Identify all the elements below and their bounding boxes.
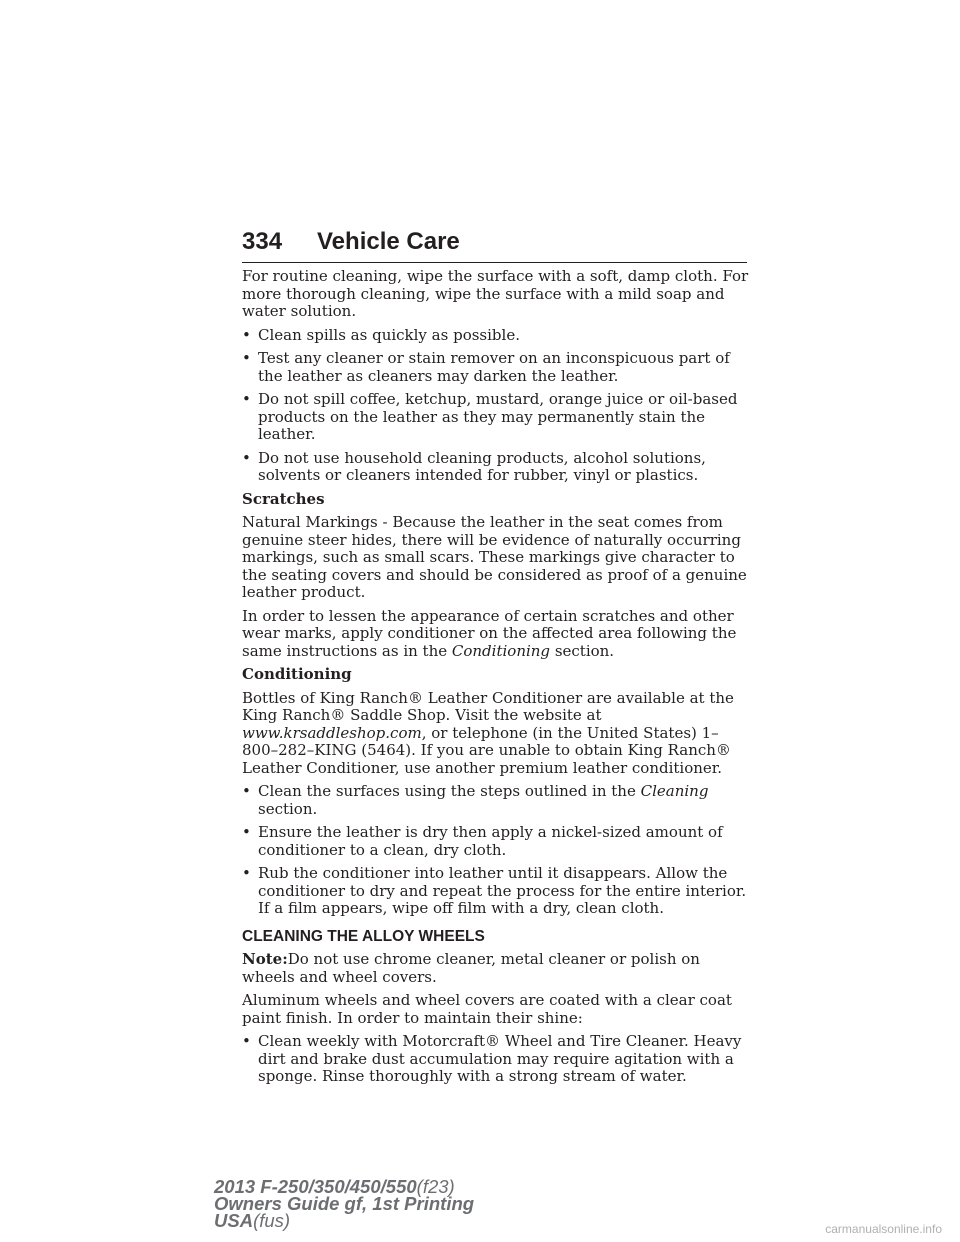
- list-item: • Do not use household cleaning products, alcohol solutions, solvents or cleaners intended for rubber, vinyl or plastics.: [242, 448, 706, 484]
- page-content: [242, 268, 750, 1092]
- list-item: • Rub the conditioner into leather until it disappears. Allow the conditioner to dry and repeat the process for the entire interior. If a film appears, wipe off film with a dry, clean cloth.: [242, 864, 747, 917]
- bullet-icon: •: [242, 390, 251, 408]
- note-label: Note:: [242, 950, 288, 968]
- cleaning-bullet-list: [242, 327, 750, 485]
- scratches-paragraph-2: In order to lessen the appearance of certain scratches and other wear marks, apply conditioner on the affected area following the same instructions as in the Conditioning section.: [242, 606, 737, 660]
- list-item: • Do not spill coffee, ketchup, mustard, orange juice or oil-based products on the leather as they may permanently stain the leather.: [242, 390, 738, 443]
- conditioning-reference: Conditioning: [451, 641, 551, 660]
- alloy-bullet-list: [242, 1033, 750, 1086]
- conditioning-paragraph: Bottles of King Ranch® Leather Conditioner are available at the King Ranch® Saddle Shop. Visit the website at www.krsaddleshop.com, or telephone (in the United States) 1–800–282–KING (5464). If you are unable to obtain King Ranch® Leather Conditioner, use another premium leather conditioner.: [242, 688, 734, 777]
- list-item: • Clean the surfaces using the steps outlined in the Cleaning section.: [242, 782, 709, 818]
- bullet-icon: •: [242, 349, 251, 367]
- watermark: carmanualsonline.info: [825, 1222, 942, 1236]
- note-paragraph: Note:Do not use chrome cleaner, metal cleaner or polish on wheels and wheel covers.: [242, 950, 700, 986]
- bullet-icon: •: [242, 864, 251, 882]
- scratches-paragraph-1: Natural Markings - Because the leather in the seat comes from genuine steer hides, there will be evidence of naturally occurring markings, such as small scars. These markings give character to the seating covers and should be considered as proof of a genuine leather product.: [242, 513, 747, 601]
- bullet-icon: •: [242, 448, 251, 467]
- bullet-icon: •: [242, 823, 251, 841]
- section-title: Vehicle Care: [317, 228, 460, 255]
- bullet-icon: •: [242, 325, 251, 344]
- bullet-icon: •: [242, 782, 251, 800]
- footer-line-2: Owners Guide gf, 1st Printing: [214, 1193, 475, 1214]
- intro-paragraph: For routine cleaning, wipe the surface with a soft, damp cloth. For more thorough cleaning, wipe the surface with a mild soap and water solution.: [242, 267, 749, 320]
- list-item: • Ensure the leather is dry then apply a nickel-sized amount of conditioner to a clean, dry cloth.: [242, 823, 723, 859]
- conditioning-bullet-list: [242, 783, 750, 918]
- conditioning-heading: Conditioning: [242, 665, 352, 683]
- list-item: • Test any cleaner or stain remover on an inconspicuous part of the leather as cleaners may darken the leather.: [242, 349, 730, 385]
- footer-line-3: USA(fus): [214, 1210, 291, 1231]
- bullet-icon: •: [242, 1032, 251, 1050]
- alloy-paragraph: Aluminum wheels and wheel covers are coated with a clear coat paint finish. In order to maintain their shine:: [242, 991, 732, 1027]
- footer-line-1: 2013 F-250/350/450/550(f23): [214, 1176, 455, 1197]
- website-link[interactable]: www.krsaddleshop.com: [242, 723, 422, 742]
- alloy-wheels-heading: CLEANING THE ALLOY WHEELS: [242, 927, 485, 945]
- list-item: • Clean spills as quickly as possible.: [242, 325, 520, 344]
- list-item: • Clean weekly with Motorcraft® Wheel and Tire Cleaner. Heavy dirt and brake dust accumulation may require agitation with a sponge. Rinse thoroughly with a strong stream of water.: [242, 1032, 742, 1085]
- cleaning-reference: Cleaning: [640, 782, 709, 800]
- page-number: 334: [242, 228, 283, 255]
- header-rule: [242, 262, 747, 263]
- scratches-heading: Scratches: [242, 489, 325, 508]
- page-footer: [214, 1178, 474, 1229]
- page-header: [242, 228, 747, 263]
